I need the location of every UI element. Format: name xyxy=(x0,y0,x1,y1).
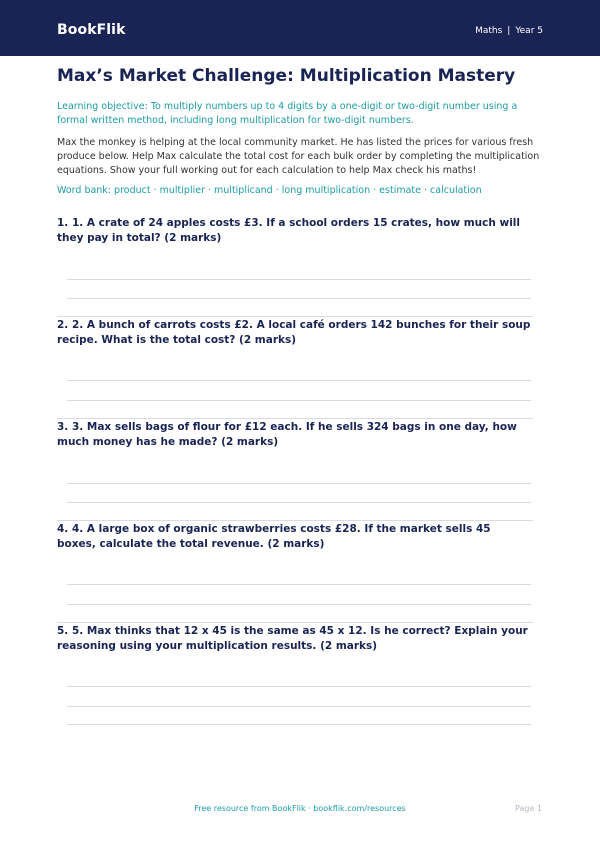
subject-label: Maths xyxy=(475,26,503,36)
subject-year-label xyxy=(475,26,543,36)
question-4: 4. 4. A large box of organic strawberries costs £28. If the market sells 45 boxes, calculate the total revenue. (2 marks) xyxy=(57,523,491,550)
header-bar xyxy=(0,0,600,56)
question-divider xyxy=(57,622,533,623)
answer-line[interactable] xyxy=(67,584,531,585)
answer-line[interactable] xyxy=(67,279,531,280)
answer-line[interactable] xyxy=(67,483,531,484)
page-number: Page 1 xyxy=(515,804,542,813)
answer-line[interactable] xyxy=(67,604,531,605)
answer-line[interactable] xyxy=(67,298,531,299)
year-label: Year 5 xyxy=(515,26,543,36)
answer-line[interactable] xyxy=(67,502,531,503)
word-bank: Word bank: product · multiplier · multiplicand · long multiplication · estimate · calculation xyxy=(57,185,482,196)
answer-line[interactable] xyxy=(67,724,531,725)
separator: | xyxy=(507,26,511,36)
answer-line[interactable] xyxy=(67,686,531,687)
question-divider xyxy=(57,316,533,317)
brand-logo[interactable]: BookFlik xyxy=(57,22,126,38)
question-divider xyxy=(57,418,533,419)
footer-link[interactable]: Free resource from BookFlik · bookflik.com/resources xyxy=(194,804,406,813)
answer-line[interactable] xyxy=(67,400,531,401)
page-title: Max’s Market Challenge: Multiplication Mastery xyxy=(57,66,516,86)
question-divider xyxy=(57,520,533,521)
question-3: 3. 3. Max sells bags of flour for £12 each. If he sells 324 bags in one day, how much money has he made? (2 marks) xyxy=(57,421,517,448)
question-5: 5. 5. Max thinks that 12 x 45 is the same as 45 x 12. Is he correct? Explain your reasoning using your multiplication results. (2 marks) xyxy=(57,625,528,652)
learning-objective: Learning objective: To multiply numbers up to 4 digits by a one-digit or two-digit number using a formal written method, including long multiplication for two-digit numbers. xyxy=(57,101,518,126)
answer-line[interactable] xyxy=(67,380,531,381)
question-2: 2. 2. A bunch of carrots costs £2. A local café orders 142 bunches for their soup recipe. What is the total cost? (2 marks) xyxy=(57,319,531,346)
answer-line[interactable] xyxy=(67,706,531,707)
intro-text: Max the monkey is helping at the local community market. He has listed the prices for various fresh produce below. Help Max calculate the total cost for each bulk order by completing the multiplication equations. Show your full working out for each calculation to help Max check his maths! xyxy=(57,137,540,176)
question-1: 1. 1. A crate of 24 apples costs £3. If a school orders 15 crates, how much will they pay in total? (2 marks) xyxy=(57,217,520,244)
